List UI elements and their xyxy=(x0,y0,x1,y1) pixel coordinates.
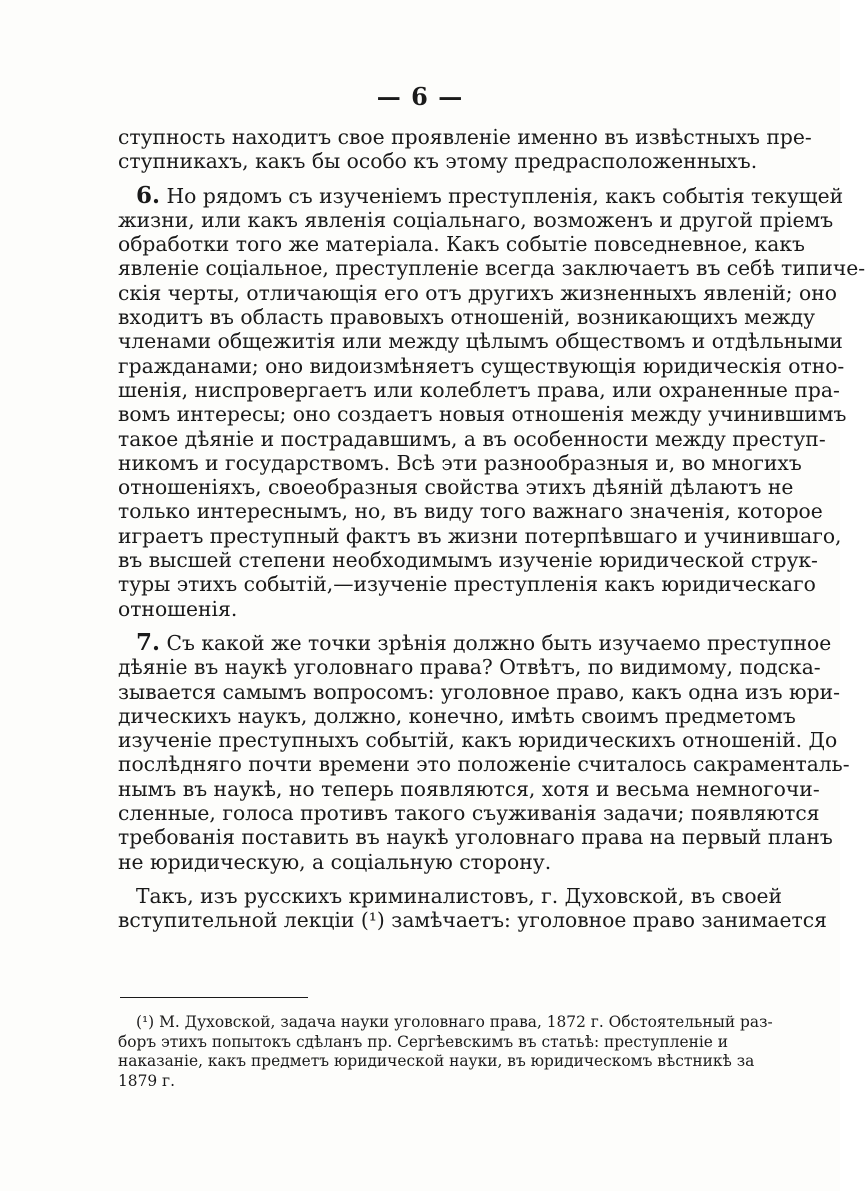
text-line: никомъ и государствомъ. Всѣ эти разнообразныя и, во многихъ xyxy=(118,450,802,475)
text-line: вомъ интересы; оно создаетъ новыя отношенія между учинившимъ xyxy=(118,402,847,427)
text-line: нымъ въ наукѣ, но теперь появляются, хотя и весьма немногочи- xyxy=(118,776,820,801)
text-line: явленіе соціальное, преступленіе всегда заключаетъ въ себѣ типиче- xyxy=(118,256,865,281)
footnote-line: боръ этихъ попытокъ сдѣланъ пр. Сергѣевскимъ въ статьѣ: преступленіе и xyxy=(118,1032,729,1051)
text-line: шенія, ниспровергаетъ или колеблетъ права, или охраненные пра- xyxy=(118,377,840,402)
text-line: отношеніяхъ, своеобразныя свойства этихъ дѣяній дѣлаютъ не xyxy=(118,475,794,500)
text-line: Такъ, изъ русскихъ криминалистовъ, г. Духовской, въ своей xyxy=(136,883,783,908)
text-line: обработки того же матеріала. Какъ событіе повседневное, какъ xyxy=(118,232,805,257)
paragraph-section-7 xyxy=(118,628,850,874)
text-line: туры этихъ событій,—изученіе преступленія какъ юридическаго xyxy=(118,572,816,597)
text-line: ступникахъ, какъ бы особо къ этому предрасположенныхъ. xyxy=(118,149,758,174)
text-line: послѣдняго почти времени это положеніе считалось сакраменталь- xyxy=(118,752,850,777)
text-line: не юридическую, а соціальную сторону. xyxy=(118,849,552,874)
footnote-line: (¹) М. Духовской, задача науки уголовнаго права, 1872 г. Обстоятельный раз- xyxy=(136,1013,773,1031)
text-line: гражданами; оно видоизмѣняетъ существующія юридическія отно- xyxy=(118,353,845,378)
line-text: Но рядомъ съ изученіемъ преступленія, какъ событія текущей xyxy=(166,183,844,208)
footnote-line: наказаніе, какъ предметъ юридической науки, въ юридическомъ вѣстникѣ за xyxy=(118,1052,755,1071)
line-text: Съ какой же точки зрѣнія должно быть изучаемо преступное xyxy=(166,630,832,655)
paragraph xyxy=(118,883,827,933)
text-line: такое дѣяніе и пострадавшимъ, а въ особенности между преступ- xyxy=(118,426,826,451)
footnote-divider xyxy=(120,997,308,998)
text-line xyxy=(118,181,844,209)
paragraph xyxy=(118,125,812,174)
text-line: только интереснымъ, но, въ виду того важнаго значенія, которое xyxy=(118,499,823,524)
text-line: ступность находитъ свое проявленіе именно въ извѣстныхъ пре- xyxy=(118,125,812,149)
footnote-line: 1879 г. xyxy=(118,1071,176,1090)
text-line: дическихъ наукъ, должно, конечно, имѣть своимъ предметомъ xyxy=(118,703,796,728)
text-line: дѣяніе въ наукѣ уголовнаго права? Отвѣтъ, по видимому, подска- xyxy=(118,655,821,680)
text-line: отношенія. xyxy=(118,596,238,621)
text-line xyxy=(118,628,832,656)
footnote xyxy=(118,1013,773,1091)
body-text xyxy=(118,125,865,933)
text-line: входитъ въ область правовыхъ отношеній, возникающихъ между xyxy=(118,305,816,330)
text-line: сленные, голоса противъ такого съуживанія задачи; появляются xyxy=(118,801,820,826)
text-line: въ высшей степени необходимымъ изученіе юридической струк- xyxy=(118,548,818,573)
text-line: членами общежитія или между цѣлымъ обществомъ и отдѣльными xyxy=(118,329,843,354)
text-line: зывается самымъ вопросомъ: уголовное право, какъ одна изъ юри- xyxy=(118,679,840,704)
text-line: жизни, или какъ явленія соціальнаго, возможенъ и другой пріемъ xyxy=(118,207,834,232)
text-line: вступительной лекціи (¹) замѣчаетъ: уголовное право занимается xyxy=(118,908,827,933)
text-line: требованія поставить въ наукѣ уголовнаго права на первый планъ xyxy=(118,825,833,850)
section-number: 6. xyxy=(136,181,161,209)
text-line: изученіе преступныхъ событій, какъ юридическихъ отношеній. До xyxy=(118,728,838,753)
text-line: играетъ преступный фактъ въ жизни потерпѣвшаго и учинившаго, xyxy=(118,523,842,548)
paragraph-section-6 xyxy=(118,181,865,621)
page-number: — 6 — xyxy=(376,82,464,111)
text-line: скія черты, отличающія его отъ другихъ жизненныхъ явленій; оно xyxy=(118,280,837,305)
section-number: 7. xyxy=(136,628,161,656)
